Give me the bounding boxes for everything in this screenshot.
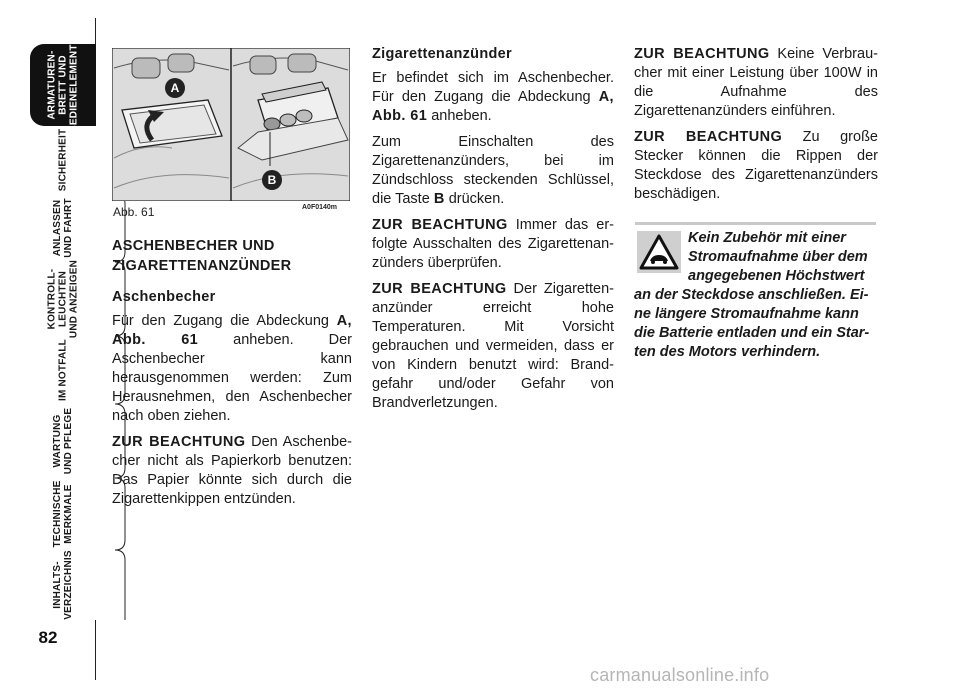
paragraph: Für den Zugang die Abdeckung A, Abb. 61 anheben. Der Aschenbecher kann herausgenommen werden: Zum Herausnehmen, den Aschenbecher nach oben ziehen. bbox=[112, 313, 353, 424]
tab-label: WARTUNG UND PFLEGE bbox=[52, 407, 74, 475]
tab-inhaltsverzeichnis[interactable] bbox=[30, 550, 96, 620]
note-label: ZUR BEACHTUNG bbox=[634, 46, 770, 62]
tab-sicherheit[interactable] bbox=[30, 126, 96, 194]
note-label: ZUR BEACHTUNG bbox=[112, 434, 246, 450]
tab-im-notfall[interactable] bbox=[30, 336, 96, 404]
sidebar-line bbox=[95, 620, 96, 680]
tab-anlassen[interactable] bbox=[30, 194, 96, 262]
note-paragraph: ZUR BEACHTUNG Immer das erfolgte Ausschalten des Zigarettenanzünders überprüfen. bbox=[372, 217, 615, 271]
page-number: 82 bbox=[38, 628, 58, 647]
tab-divider bbox=[88, 550, 126, 620]
ashtray-illustration bbox=[112, 48, 350, 201]
warning-text: Kein Zubehör mit einer Stromaufnahme über dem angegebenen Höchstwert an der Steckdose anschließen. Ei- ne längere Stromaufnahme kann die Batterie entladen und ein Star- ten des Motors verhindern. bbox=[634, 230, 870, 360]
watermark: carmanualsonline.info bbox=[590, 665, 770, 685]
warning-divider bbox=[635, 222, 876, 225]
section-heading: ASCHENBECHER UND ZIGARETTENANZÜNDER bbox=[112, 238, 292, 274]
paragraph: Zum Einschalten des Zigarettenanzünders, bei im Zündschloss steckenden Schlüssel, die Taste B drücken. bbox=[372, 134, 614, 207]
note-paragraph: ZUR BEACHTUNG Der Zigarettenanzünder erreicht hohe Temperaturen. Mit Vorsicht gebrauchen und vermeiden, dass er von Kindern benutzt wird: Brandgefahr und/oder Gefahr von Brandverletzungen. bbox=[372, 281, 614, 411]
figure-caption: Abb. 61 bbox=[113, 205, 155, 219]
tab-wartung[interactable] bbox=[30, 404, 96, 478]
subheading-aschenbecher: Aschenbecher bbox=[112, 289, 216, 305]
tab-label: IM NOTFALL bbox=[57, 339, 69, 401]
sidebar-line bbox=[95, 18, 96, 44]
chapter-sidebar bbox=[0, 0, 100, 692]
tab-label: ARMATUREN- BRETT UND BEDIENELEMENTE bbox=[46, 37, 80, 133]
callout-a: A bbox=[165, 78, 185, 98]
paragraph: Er befindet sich im Aschenbecher. Für den Zugang die Abdeckung A, Abb. 61 anheben. bbox=[372, 70, 614, 124]
ashtray-drawing bbox=[112, 48, 350, 201]
tab-technische-merkmale[interactable] bbox=[30, 478, 96, 550]
callout-b: B bbox=[262, 170, 282, 190]
note-label: ZUR BEACHTUNG bbox=[634, 129, 783, 145]
tab-label: ANLASSEN UND FAHRT bbox=[52, 198, 74, 258]
figure-code: A0F0140m bbox=[302, 204, 338, 211]
tab-label: TECHNISCHE MERKMALE bbox=[52, 480, 74, 548]
note-label: ZUR BEACHTUNG bbox=[372, 281, 507, 297]
subheading-zigarettenanzuender: Zigarettenanzünder bbox=[372, 46, 512, 62]
note-paragraph: ZUR BEACHTUNG Keine Verbraucher mit einer Leistung über 100W in die Aufnahme des Zigarettenanzünders einführen. bbox=[634, 46, 878, 119]
tab-armaturenbrett[interactable] bbox=[30, 37, 96, 133]
column-1 bbox=[112, 236, 352, 516]
tab-label: INHALTS- VERZEICHNIS bbox=[52, 550, 74, 620]
tab-label: KONTROLL- LEUCHTEN UND ANZEIGEN bbox=[46, 259, 80, 339]
note-paragraph: ZUR BEACHTUNG Den Aschenbecher nicht als Papierkorb benutzen: Das Papier könnte sich durch die Zigarettenkippen entzünden. bbox=[112, 434, 352, 507]
note-paragraph: ZUR BEACHTUNG Zu große Stecker können die Rippen der Steckdose des Zigarettenanzünders beschädigen. bbox=[634, 129, 878, 202]
column-3 bbox=[634, 45, 878, 211]
column-2 bbox=[372, 45, 614, 420]
note-label: ZUR BEACHTUNG bbox=[372, 217, 508, 233]
tab-kontrollleuchten[interactable] bbox=[30, 259, 96, 339]
tab-label: SICHERHEIT bbox=[57, 128, 69, 192]
